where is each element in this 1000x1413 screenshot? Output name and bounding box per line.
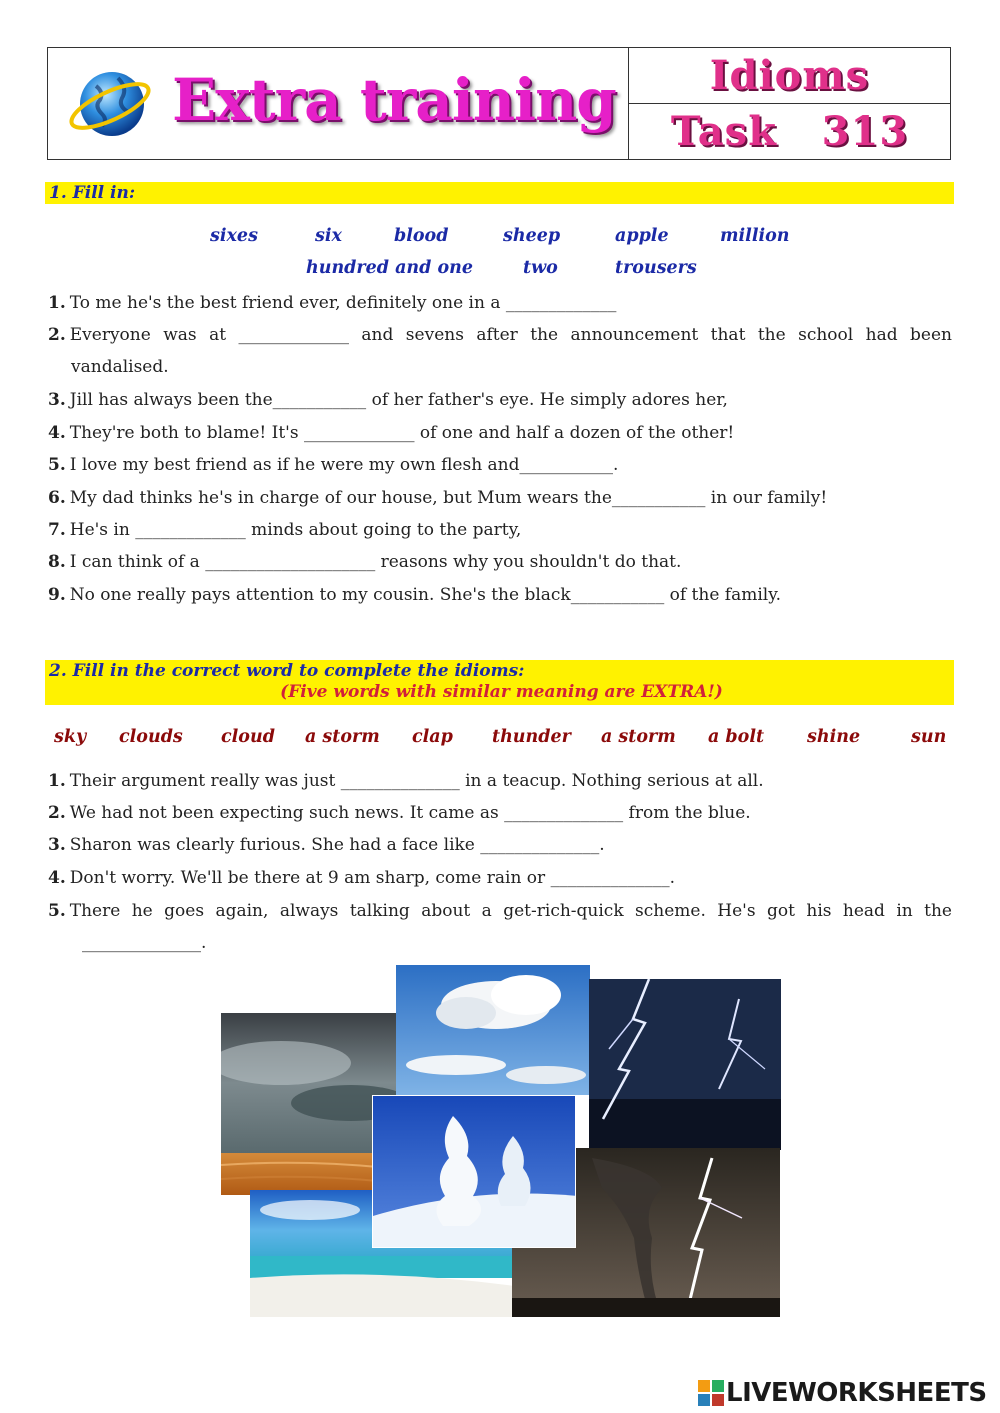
snowy-trees-photo <box>372 1095 576 1248</box>
section1-question-8: 8. I can think of a ____________________ reasons why you shouldn't do that. <box>48 552 682 572</box>
section2-question-5: 5. There he goes again, always talking about a get-rich-quick scheme. He's got his head in the <box>48 901 952 921</box>
word-bank-item: a storm <box>601 727 676 747</box>
word-bank-item: sheep <box>503 226 561 246</box>
word-bank-item: trousers <box>615 258 697 278</box>
word-bank-item: hundred and one <box>306 258 474 278</box>
section1-question-2-continued: vandalised. <box>71 357 169 377</box>
section1-question-9: 9. No one really pays attention to my cousin. She's the black___________ of the family. <box>48 585 781 605</box>
liveworksheets-text: LIVEWORKSHEETS <box>726 1378 987 1408</box>
section1-question-5: 5. I love my best friend as if he were my own flesh and___________. <box>48 455 619 475</box>
section2-title: 2. Fill in the correct word to complete the idioms: <box>49 661 525 681</box>
section2-question-5-continued: ______________. <box>82 933 207 953</box>
section1-question-6: 6. My dad thinks he's in charge of our house, but Mum wears the___________ in our family! <box>48 488 828 508</box>
liveworksheets-icon <box>698 1380 724 1406</box>
header-info-cell <box>629 48 950 159</box>
section2-question-4: 4. Don't worry. We'll be there at 9 am sharp, come rain or ______________. <box>48 868 675 888</box>
word-bank-item: shine <box>807 727 861 747</box>
worksheet-header <box>47 47 951 160</box>
word-bank-item: a storm <box>305 727 380 747</box>
section1-question-1: 1. To me he's the best friend ever, definitely one in a _____________ <box>48 293 617 313</box>
word-bank-item: six <box>315 226 342 246</box>
section1-question-4: 4. They're both to blame! It's _____________ of one and half a dozen of the other! <box>48 423 735 443</box>
word-bank-item: clouds <box>119 727 183 747</box>
section1-word-bank-row2 <box>47 258 951 282</box>
header-brand-cell <box>48 48 629 159</box>
word-bank-item: blood <box>394 226 449 246</box>
section1-question-3: 3. Jill has always been the___________ of her father's eye. He simply adores her, <box>48 390 728 410</box>
clouds-sky-photo <box>396 965 590 1095</box>
word-bank-item: sky <box>54 727 87 747</box>
word-bank-item: thunder <box>492 727 571 747</box>
word-bank-item: sun <box>911 727 947 747</box>
section1-question-2: 2. Everyone was at _____________ and sevens after the announcement that the school had been <box>48 325 952 345</box>
liveworksheets-logo <box>698 1378 987 1408</box>
word-bank-item: apple <box>615 226 669 246</box>
section2-word-bank <box>47 727 951 751</box>
word-bank-item: clap <box>412 727 453 747</box>
lightning-photo <box>589 979 781 1150</box>
word-bank-item: million <box>720 226 790 246</box>
section2-title-bar <box>45 660 954 705</box>
word-bank-item: a bolt <box>708 727 765 747</box>
section1-question-7: 7. He's in _____________ minds about going to the party, <box>48 520 522 540</box>
word-bank-item: two <box>523 258 558 278</box>
section2-question-1: 1. Their argument really was just ______________ in a teacup. Nothing serious at all. <box>48 771 764 791</box>
section1-title: 1. Fill in: <box>45 182 954 204</box>
globe-icon <box>66 64 154 142</box>
topic-label: Idioms <box>709 52 870 99</box>
section2-subtitle: (Five words with similar meaning are EXTRA!) <box>280 682 723 702</box>
word-bank-item: sixes <box>210 226 258 246</box>
section1-word-bank-row1 <box>47 226 951 250</box>
brand-title: Extra training <box>172 66 616 134</box>
word-bank-item: cloud <box>221 727 275 747</box>
section2-question-3: 3. Sharon was clearly furious. She had a face like ______________. <box>48 835 605 855</box>
section2-question-2: 2. We had not been expecting such news. It came as ______________ from the blue. <box>48 803 751 823</box>
task-number: Task 313 <box>629 103 950 159</box>
storm-desert-photo <box>221 1013 397 1195</box>
